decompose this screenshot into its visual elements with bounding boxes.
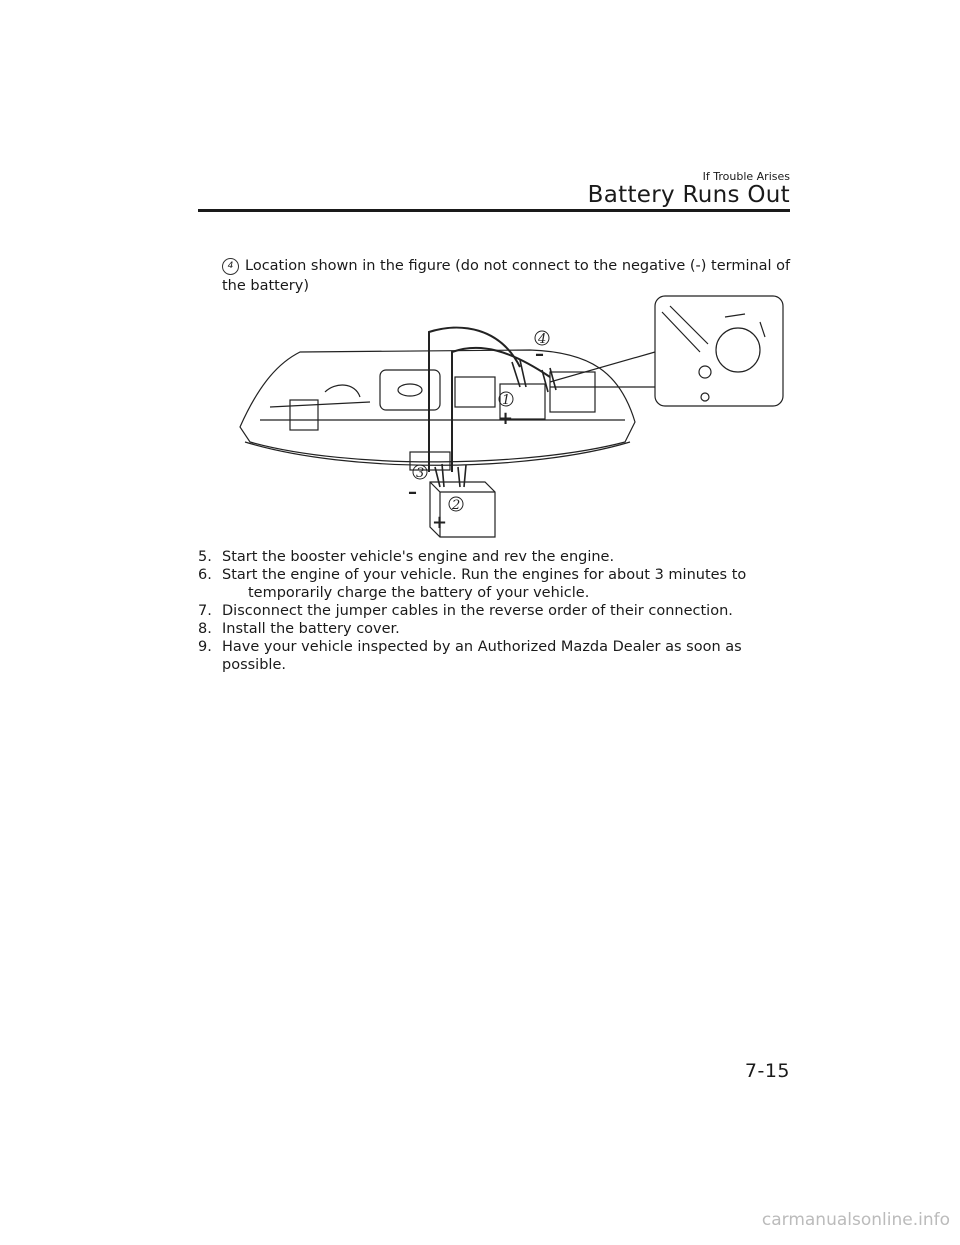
marker-2-label: 2 (452, 498, 461, 513)
page-title: Battery Runs Out (587, 182, 790, 208)
jump-start-figure (230, 292, 790, 542)
negative-sign-engine: – (535, 344, 544, 365)
positive-sign-battery: + (432, 512, 448, 533)
step-item: 8. Install the battery cover. (198, 621, 400, 637)
positive-sign-engine: + (498, 408, 514, 429)
callout-number-icon: 4 (222, 258, 239, 275)
page-number: 7-15 (744, 1060, 790, 1082)
marker-3-label: 3 (416, 466, 425, 481)
callout-note (222, 256, 792, 296)
marker-4-label: 4 (538, 332, 547, 347)
step-item: 5. Start the booster vehicle's engine and rev the engine. (198, 549, 615, 565)
instruction-steps (198, 548, 798, 674)
header-rule (198, 209, 790, 212)
inset-detail (655, 296, 783, 406)
step-item: 6. Start the engine of your vehicle. Run the engines for about 3 minutes to temporarily charge the battery of your vehicle. (198, 567, 747, 601)
step-item: 9. Have your vehicle inspected by an Authorized Mazda Dealer as soon as possible. (198, 639, 742, 673)
negative-sign-battery: – (408, 482, 417, 503)
callout-text: Location shown in the figure (do not connect to the negative (-) terminal of the battery) (222, 258, 791, 294)
marker-1-label: 1 (502, 393, 511, 408)
header-section-label: If Trouble Arises (702, 170, 790, 183)
watermark: carmanualsonline.info (761, 1210, 950, 1230)
step-item: 7. Disconnect the jumper cables in the reverse order of their connection. (198, 603, 733, 619)
